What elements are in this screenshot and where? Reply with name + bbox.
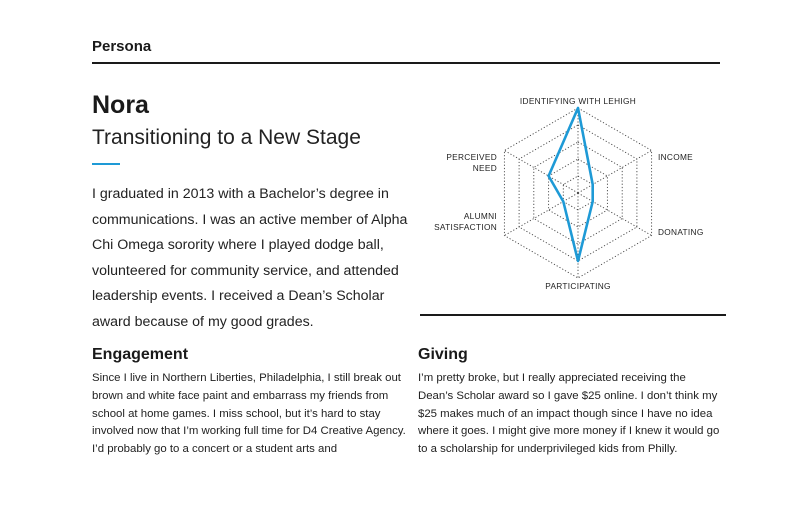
radar-label-income: INCOME: [658, 152, 693, 162]
chart-divider: [420, 314, 726, 316]
giving-text: I’m pretty broke, but I really appreciated receiving the Dean’s Scholar award so I gave $25 online. I don’t think my $25 makes much of an impact though since I have no idea where it goes. I might give more money if I knew it would go to a scholarship for underprivileged kids from Philly.: [418, 372, 720, 456]
radar-series-line: [549, 108, 593, 261]
giving-title: Giving: [418, 346, 468, 363]
radar-label-donating: DONATING: [658, 227, 704, 237]
persona-name: Nora: [92, 91, 149, 119]
engagement-title: Engagement: [92, 346, 189, 363]
header-divider: [92, 62, 720, 64]
accent-divider: [92, 163, 120, 165]
radar-axis-labels: [434, 96, 704, 291]
radar-label-perceived: PERCEIVED NEED: [446, 152, 497, 173]
radar-label-participating: PARTICIPATING: [545, 281, 611, 291]
persona-section-label: Persona: [92, 38, 152, 55]
radar-grid: [504, 108, 651, 278]
radar-series: [549, 108, 593, 261]
radar-chart: [430, 84, 730, 294]
radar-label-alumni: ALUMNI SATISFACTION: [434, 211, 497, 232]
persona-bio: I graduated in 2013 with a Bachelor’s degree in communications. I was an active member of Alpha Chi Omega sorority where I played dodge ball, volunteered for community service, and attended leadership events. I received a Dean’s Scholar award because of my good grades.: [92, 186, 408, 330]
engagement-text: Since I live in Northern Liberties, Philadelphia, I still break out brown and white face paint and embarrass my friends from school at home games. I miss school, but it’s hard to stay involved now that I’m working full time for D4 Creative Agency. I’d probably go to a concert or a student arts and: [92, 372, 406, 456]
radar-label-identifying: IDENTIFYING WITH LEHIGH: [519, 96, 637, 106]
persona-subtitle: Transitioning to a New Stage: [92, 126, 361, 149]
radar-spoke-perceived: [504, 151, 578, 194]
